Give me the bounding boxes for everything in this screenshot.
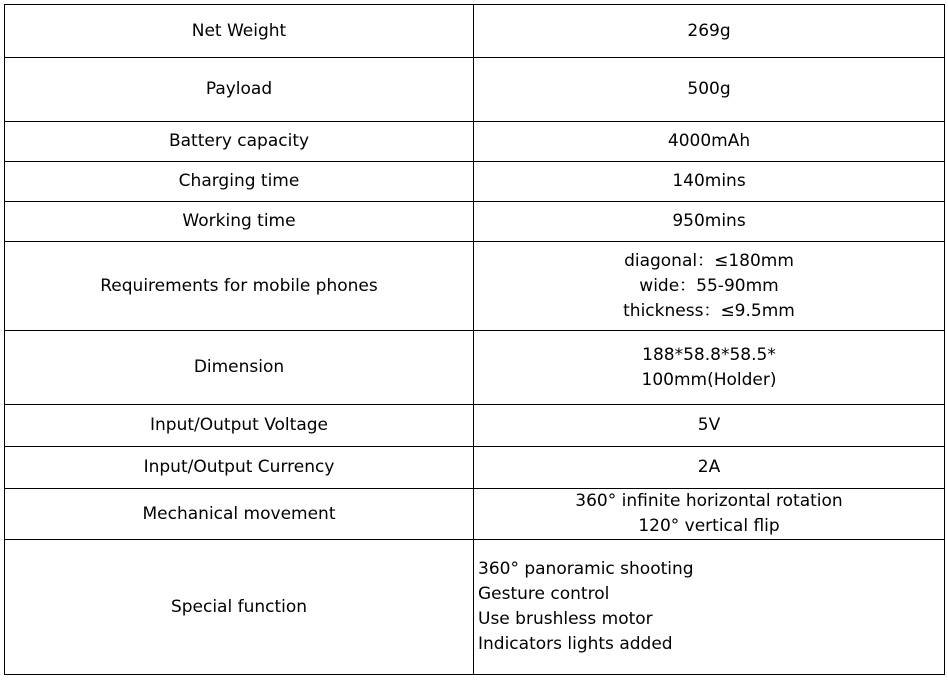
spec-label: Net Weight: [5, 5, 474, 58]
spec-value-line: 4000mAh: [667, 131, 751, 151]
table-row: [5, 489, 945, 540]
spec-value: [474, 489, 945, 540]
spec-value-line: 950mins: [672, 211, 746, 231]
spec-value: [474, 540, 945, 675]
table-row: [5, 5, 945, 58]
spec-value: [474, 122, 945, 162]
spec-value-line: Use brushless motor: [478, 609, 653, 629]
spec-value-line: thickness：≤9.5mm: [623, 300, 795, 321]
spec-value: [474, 447, 945, 489]
spec-value-line: 188*58.8*58.5*: [642, 344, 776, 365]
table-row: [5, 447, 945, 489]
spec-value-line: 100mm(Holder): [641, 369, 777, 390]
spec-label: Dimension: [5, 331, 474, 405]
spec-label: Mechanical movement: [5, 489, 474, 540]
spec-value: [474, 162, 945, 202]
spec-value-line: 360° infinite horizontal rotation: [575, 491, 843, 511]
spec-value-line: 269g: [687, 20, 731, 41]
spec-value-line: Indicators lights added: [478, 634, 673, 654]
table-row: [5, 540, 945, 675]
spec-value: [474, 331, 945, 405]
spec-value: [474, 5, 945, 58]
spec-value: [474, 242, 945, 331]
spec-value: [474, 202, 945, 242]
spec-value-line: 2A: [697, 457, 721, 477]
spec-table: [4, 4, 945, 675]
table-row: [5, 242, 945, 331]
spec-label: Charging time: [5, 162, 474, 202]
table-row: [5, 58, 945, 122]
table-row: [5, 331, 945, 405]
spec-value: [474, 58, 945, 122]
spec-value-line: 500g: [687, 79, 731, 99]
spec-label: Input/Output Currency: [5, 447, 474, 489]
spec-value-line: 360° panoramic shooting: [478, 559, 694, 579]
spec-value-line: wide：55-90mm: [639, 275, 779, 296]
spec-value-line: Gesture control: [478, 584, 610, 604]
table-row: [5, 202, 945, 242]
spec-value-line: diagonal：≤180mm: [624, 250, 794, 271]
table-row: [5, 122, 945, 162]
spec-value-line: 140mins: [672, 171, 746, 191]
spec-label: Input/Output Voltage: [5, 405, 474, 447]
table-row: [5, 405, 945, 447]
spec-label: Payload: [5, 58, 474, 122]
spec-label: Requirements for mobile phones: [5, 242, 474, 331]
spec-value: [474, 405, 945, 447]
spec-label: Battery capacity: [5, 122, 474, 162]
table-row: [5, 162, 945, 202]
spec-label: Special function: [5, 540, 474, 675]
spec-value-line: 120° vertical flip: [638, 516, 780, 536]
spec-label: Working time: [5, 202, 474, 242]
spec-value-line: 5V: [697, 415, 721, 435]
